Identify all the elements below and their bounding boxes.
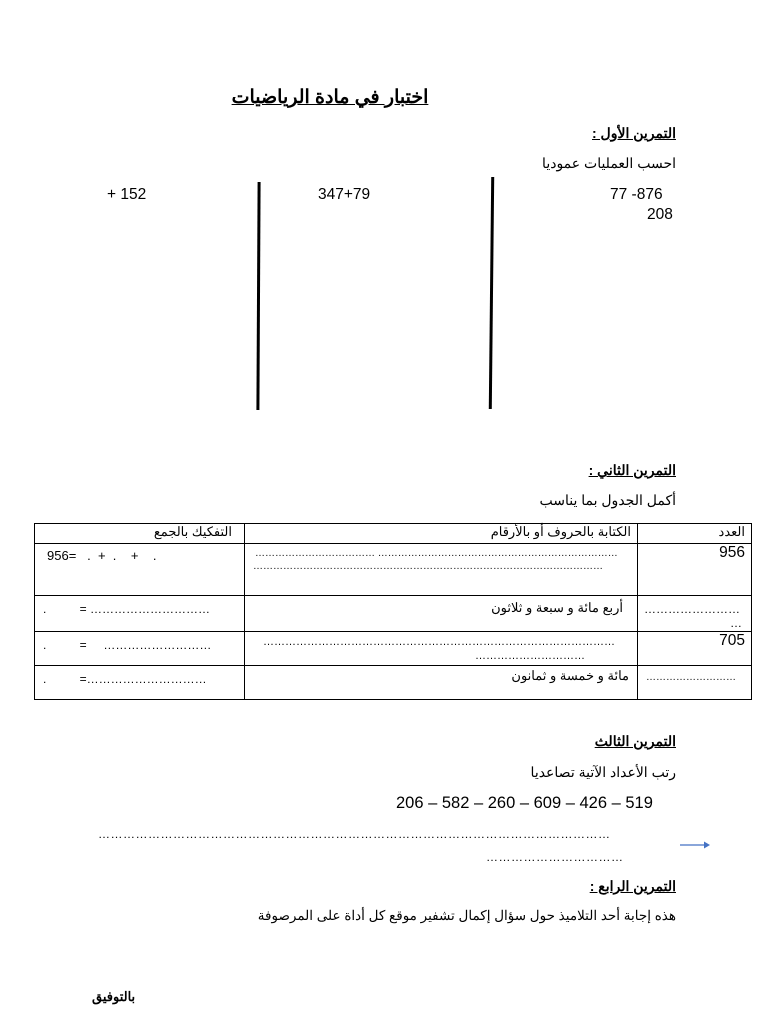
exercise-2-heading: التمرين الثاني :: [588, 462, 676, 478]
row4-number-text: ………………………: [646, 672, 736, 683]
exercise-4-heading: التمرين الرابع :: [589, 878, 676, 894]
table-row: [35, 632, 752, 666]
row3-writing-line2: …………………………: [475, 650, 585, 662]
row3-decomposition[interactable]: [35, 632, 245, 666]
exercise-1-heading: التمرين الأول :: [592, 125, 676, 141]
exercise-3-heading: التمرين الثالث: [594, 733, 676, 749]
arrow-right-icon: [680, 840, 710, 850]
closing-wish: بالتوفيق: [92, 989, 136, 1004]
row2-number-line1: ……………………: [644, 602, 740, 616]
table-header-row: [35, 524, 752, 544]
row4-decomposition-text: . =…………………………: [43, 672, 207, 686]
exercise-1-instruction: احسب العمليات عموديا: [542, 155, 676, 171]
operation-addition: 347+79: [318, 186, 371, 203]
row4-decomposition[interactable]: [35, 666, 245, 700]
row1-number: 956: [638, 544, 752, 596]
row3-writing[interactable]: [245, 632, 638, 666]
exercise-4-instruction: هذه إجابة أحد التلاميذ حول سؤال إكمال تشفير موقع كل أداة على المرصوفة: [257, 908, 676, 923]
row3-decomposition-text: . = ………………………: [43, 638, 212, 652]
row4-writing: [245, 666, 638, 700]
header-writing: الكتابة بالحروف أو بالأرقام: [245, 524, 638, 544]
row3-writing-line1: ……………………………………………………………………………………: [263, 636, 615, 648]
exercise-3-instruction: رتب الأعداد الآتية تصاعديا: [530, 764, 676, 780]
exercise-2-instruction: أكمل الجدول بما يناسب: [539, 492, 676, 508]
row2-writing: [245, 596, 638, 632]
operation-subtraction: [610, 186, 663, 204]
table-row: [35, 596, 752, 632]
header-decomposition: التفكيك بالجمع: [35, 524, 245, 544]
row2-decomposition[interactable]: [35, 596, 245, 632]
completion-table: [34, 523, 752, 700]
answer-line-2[interactable]: ……………………………: [486, 850, 624, 864]
row1-writing-line2: ……………………………………………………………………………………………: [253, 561, 603, 572]
row1-decomposition[interactable]: [35, 544, 245, 596]
row1-writing[interactable]: [245, 544, 638, 596]
row3-number: 705: [638, 632, 752, 666]
row4-number[interactable]: [638, 666, 752, 700]
divider-line-left: [256, 182, 260, 410]
row1-writing-line1: ……………………………… ………………………………………………………………: [255, 548, 618, 559]
divider-line-right: [489, 177, 494, 409]
row2-number[interactable]: [638, 596, 752, 632]
operation-left: + 152: [107, 186, 147, 203]
answer-line-1[interactable]: ……………………………………………………………………………………………………………: [98, 827, 611, 841]
row1-decomposition-text: 956= . + . + .: [47, 548, 157, 563]
page-title: اختبار في مادة الرياضيات: [231, 87, 429, 108]
row2-number-line2: …: [730, 616, 742, 630]
operation-subtraction-line2: 208: [647, 206, 673, 223]
number-sequence: 206 – 582 – 260 – 609 – 426 – 519: [396, 794, 653, 812]
row4-writing-text: مائة و خمسة و ثمانون: [511, 668, 629, 683]
operation-subtraction-line1: 678- 77: [610, 186, 663, 203]
row2-writing-text: أربع مائة و سبعة و ثلاثون: [491, 600, 623, 615]
row2-decomposition-text: . = …………………………: [43, 602, 211, 616]
header-number: العدد: [638, 524, 752, 544]
table-row: [35, 544, 752, 596]
table-row: [35, 666, 752, 700]
